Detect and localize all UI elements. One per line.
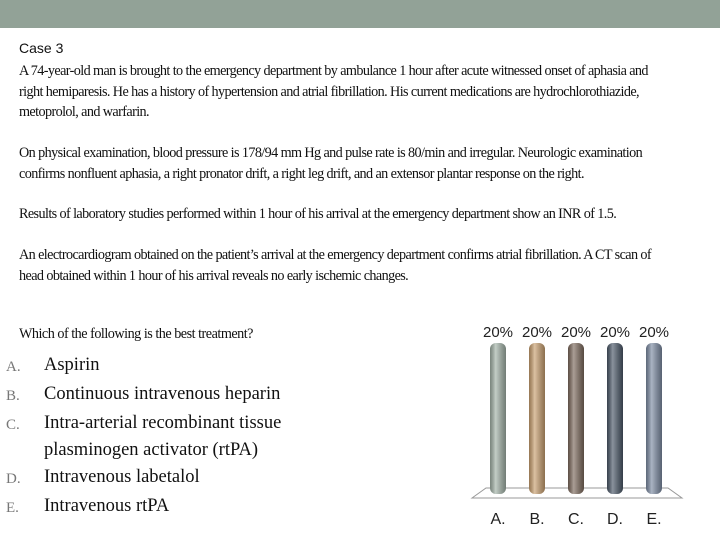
option-text: Intravenous rtPA <box>44 496 170 516</box>
option-e[interactable] <box>6 493 336 522</box>
option-letter: E. <box>6 500 19 516</box>
header-band <box>0 0 720 28</box>
option-letter: C. <box>6 417 20 433</box>
data-label: 20% <box>638 324 670 341</box>
bar-shading <box>529 343 545 494</box>
imaging-results: An electrocardiogram obtained on the patient’s arrival at the emergency department confirms atrial fibrillation. A CT scan of head obtained within 1 hour of his arrival reveals no early ischemic changes. <box>19 247 652 284</box>
bar-shading <box>607 343 623 494</box>
option-letter: A. <box>6 359 21 375</box>
case-title: Case 3 <box>19 40 64 56</box>
lab-results: Results of laboratory studies performed within 1 hour of his arrival at the emergency department show an INR of 1.5. <box>19 206 617 222</box>
category-label: C. <box>568 511 584 528</box>
category-label: A. <box>490 511 506 528</box>
option-a[interactable] <box>6 352 336 381</box>
category-label: E. <box>646 511 662 528</box>
option-text: Intravenous labetalol <box>44 467 200 487</box>
category-label: D. <box>607 511 623 528</box>
response-chart <box>460 310 720 540</box>
option-text: Continuous intravenous heparin <box>44 384 281 404</box>
option-text: Intra-arterial recombinant tissue plasminogen activator (rt​PA) <box>44 413 282 460</box>
answer-options <box>6 352 336 522</box>
category-label: B. <box>529 511 545 528</box>
option-d[interactable] <box>6 464 336 493</box>
question: Which of the following is the best treatment? <box>19 326 253 342</box>
bar-shading <box>490 343 506 494</box>
option-b[interactable] <box>6 381 336 410</box>
option-c[interactable] <box>6 410 336 464</box>
physical-exam: On physical examination, blood pressure is 178/94 mm Hg and pulse rate is 80/min and irregular. Neurologic examination confirms nonfluent aphasia, a right pronator drift, a right leg drift, and an extensor plantar response on the right. <box>19 145 643 182</box>
case-history: A 74-year-old man is brought to the emergency department by ambulance 1 hour after acute witnessed onset of aphasia and right hemiparesis. He has a history of hypertension and atrial fibrillation. His current medications are hydrochlorothiazide, metoprolol, and warfarin. <box>19 63 648 120</box>
data-label: 20% <box>482 324 514 341</box>
data-label: 20% <box>560 324 592 341</box>
data-label: 20% <box>599 324 631 341</box>
data-label: 20% <box>521 324 553 341</box>
bar-shading <box>646 343 662 494</box>
option-text: Aspirin <box>44 355 100 375</box>
option-letter: B. <box>6 388 20 404</box>
bar-shading <box>568 343 584 494</box>
option-letter: D. <box>6 471 21 487</box>
